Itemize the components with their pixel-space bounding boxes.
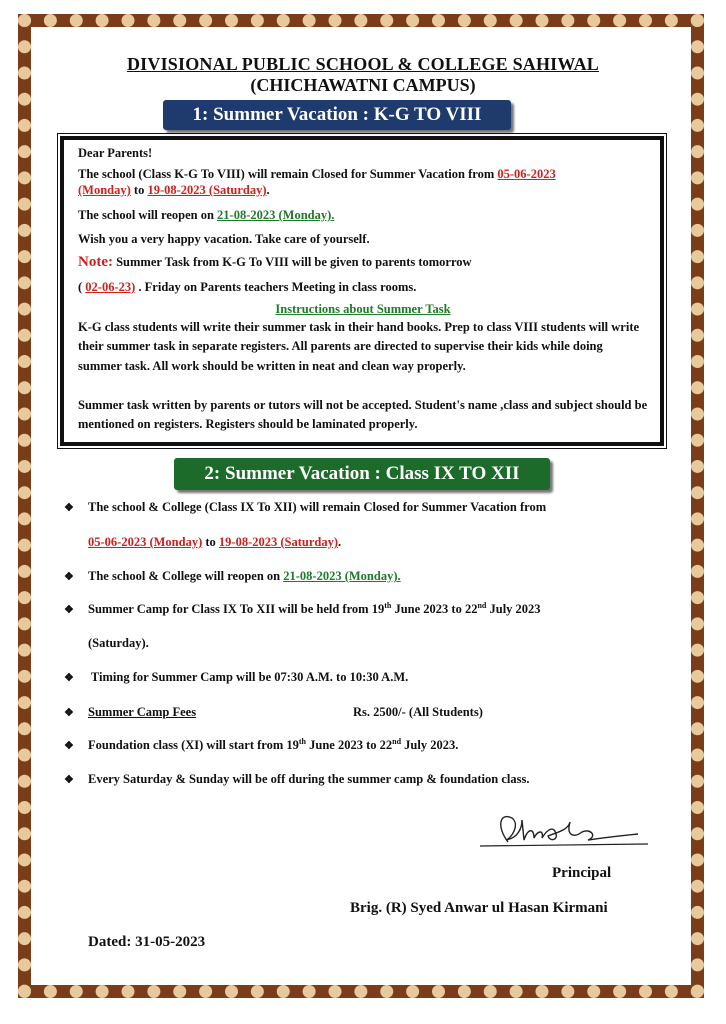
diamond-bullet-icon: ❖ xyxy=(64,707,74,719)
bullet-item: ❖ Every Saturday & Sunday will be off during the summer camp & foundation class. xyxy=(64,772,530,786)
campus-name: (CHICHAWATNI CAMPUS) xyxy=(250,75,476,95)
diamond-bullet-icon: ❖ xyxy=(64,502,74,514)
diamond-bullet-icon: ❖ xyxy=(64,774,74,786)
bullet-item-cont: 05-06-2023 (Monday) to 19-08-2023 (Saturday). xyxy=(88,535,342,549)
instructions-heading: Instructions about Summer Task xyxy=(275,302,451,316)
reopen-line: The school will reopen on 21-08-2023 (Monday). xyxy=(78,208,335,222)
diamond-bullet-icon: ❖ xyxy=(64,604,74,617)
closed-from-date: 05-06-2023 xyxy=(497,167,556,181)
diamond-bullet-icon: ❖ xyxy=(64,672,74,684)
instructions-paragraph-1: K-G class students will write their summer task in their hand books. Prep to class VIII students will write their summer task in separate registers. All parents are directed to supervise their kids while doing summer task. All work should be written in neat and clean way properly. xyxy=(78,320,640,373)
bullet-item-cont: (Saturday). xyxy=(88,636,149,650)
principal-designation: Principal xyxy=(552,865,612,881)
bullet-item: ❖ Timing for Summer Camp will be 07:30 A.M. to 10:30 A.M. xyxy=(64,670,409,684)
section1-banner: 1: Summer Vacation : K-G TO VIII xyxy=(163,100,511,130)
diamond-bullet-icon: ❖ xyxy=(64,571,74,583)
note-line: Note: Summer Task from K-G To VIII will be given to parents tomorrow xyxy=(78,254,472,270)
section2-banner: 2: Summer Vacation : Class IX TO XII xyxy=(174,458,550,490)
closed-line: The school (Class K-G To VIII) will remain Closed for Summer Vacation from 05-06-2023 xyxy=(78,167,556,181)
greeting: Dear Parents! xyxy=(78,146,153,160)
bullet-item xyxy=(64,705,196,720)
note-line-2: ( 02-06-23) . Friday on Parents teachers Meeting in class rooms. xyxy=(78,280,417,294)
school-name: DIVISIONAL PUBLIC SCHOOL & COLLEGE SAHIWAL xyxy=(126,54,599,74)
wish-line: Wish you a very happy vacation. Take care of yourself. xyxy=(78,232,370,246)
bullet-item: ❖ The school & College (Class IX To XII) will remain Closed for Summer Vacation from xyxy=(64,500,547,514)
principal-signature xyxy=(478,808,668,858)
principal-name: Brig. (R) Syed Anwar ul Hasan Kirmani xyxy=(350,900,608,916)
fees-value: Rs. 2500/- (All Students) xyxy=(353,705,483,719)
reopen-date: 21-08-2023 (Monday). xyxy=(217,208,335,222)
note-date: 02-06-23) xyxy=(85,280,136,294)
diamond-bullet-icon: ❖ xyxy=(64,740,74,753)
bullet-item: ❖ The school & College will reopen on 21-08-2023 (Monday). xyxy=(64,569,401,583)
closed-to-date: 19-08-2023 (Saturday) xyxy=(147,183,267,197)
closed-line-2: (Monday) to 19-08-2023 (Saturday). xyxy=(78,183,270,197)
instructions-paragraph-2: Summer task written by parents or tutors will not be accepted. Student's name ,class and subject should be mentioned on registers. Registers should be laminated properly. xyxy=(78,398,648,432)
dated-line: Dated: 31-05-2023 xyxy=(88,934,206,950)
fees-label: Summer Camp Fees xyxy=(88,705,197,719)
bullet-item: ❖ Summer Camp for Class IX To XII will be held from 19th June 2023 to 22nd July 2023 xyxy=(64,601,541,617)
bullet-item: ❖ Foundation class (XI) will start from 19th June 2023 to 22nd July 2023. xyxy=(64,737,459,753)
note-label: Note: xyxy=(78,254,113,270)
